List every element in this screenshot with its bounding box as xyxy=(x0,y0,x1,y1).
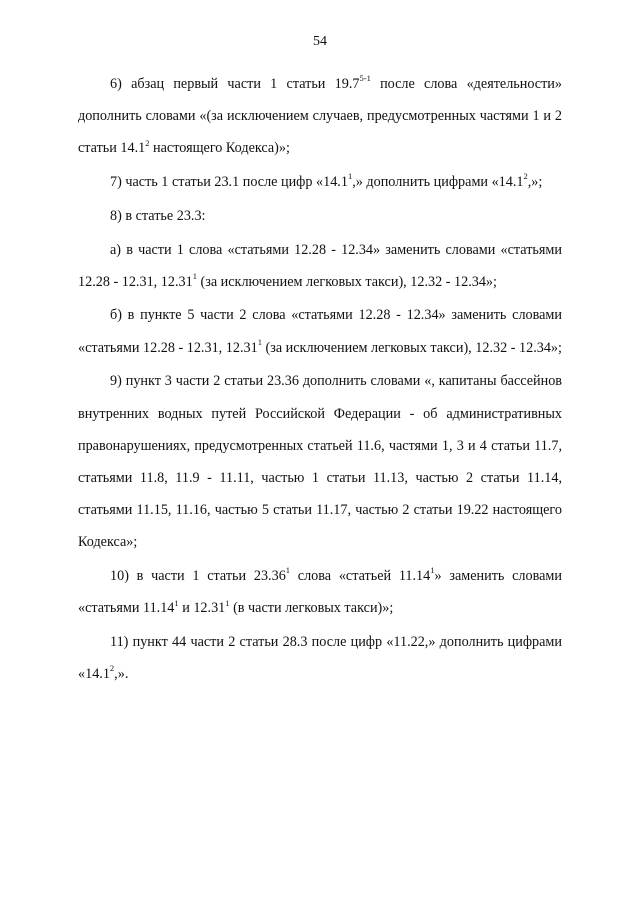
paragraph xyxy=(78,234,562,298)
paragraph xyxy=(78,299,562,363)
paragraph xyxy=(78,200,562,232)
superscript: 1 xyxy=(192,270,197,281)
paragraph xyxy=(78,626,562,690)
text-segment: 7) часть 1 статьи 23.1 после цифр «14.1 xyxy=(110,174,348,191)
text-segment: (за исключением легковых такси), 12.32 - 12.34»; xyxy=(196,273,497,290)
superscript: 2 xyxy=(145,137,150,148)
page-number: 54 xyxy=(313,34,327,49)
superscript: 1 xyxy=(225,597,230,608)
superscript: 1 xyxy=(285,565,291,576)
paragraph xyxy=(78,166,562,198)
superscript: 1 xyxy=(174,597,179,608)
text-segment: (в части легковых такси)»; xyxy=(229,600,394,617)
superscript: 1 xyxy=(257,336,262,347)
paragraph xyxy=(78,68,562,165)
paragraph xyxy=(78,365,562,558)
superscript: 5-1 xyxy=(359,73,371,84)
text-segment: » заменить словами «статьями 11.14 xyxy=(78,568,562,617)
text-segment: а) в части 1 слова «статьями 12.28 - 12.34» заменить словами «статьями 12.28 - 12.31, 12.31 xyxy=(78,241,562,290)
text-segment: 6) абзац первый части 1 статьи 19.7 xyxy=(110,76,360,92)
text-segment: ,» дополнить цифрами «14.1 xyxy=(352,174,524,191)
superscript: 1 xyxy=(347,171,353,182)
text-segment: настоящего Кодекса)»; xyxy=(149,140,290,157)
superscript: 2 xyxy=(109,663,115,674)
text-segment: ,»; xyxy=(527,174,543,191)
paragraph xyxy=(78,560,562,624)
text-segment: б) в пункте 5 части 2 слова «статьями 12.28 - 12.34» заменить словами «статьями 12.28 - 12.31, 12.31 xyxy=(78,307,562,356)
text-segment: после слова «деятельности» дополнить словами «(за исключением случаев, предусмотренных частями 1 и 2 статьи 14.1 xyxy=(78,76,562,157)
text-segment: слова «статьей 11.14 xyxy=(290,568,431,585)
superscript: 2 xyxy=(523,171,528,182)
text-segment: (за исключением легковых такси), 12.32 - 12.34»; xyxy=(261,339,562,356)
text-segment: 8) в статье 23.3: xyxy=(110,207,206,224)
superscript: 1 xyxy=(430,565,435,576)
text-segment: и 12.31 xyxy=(178,600,226,617)
text-segment: 11) пункт 44 части 2 статьи 28.3 после цифр «11.22,» дополнить цифрами «14.1 xyxy=(78,633,562,683)
text-segment: 10) в части 1 статьи 23.36 xyxy=(110,568,286,585)
document-body xyxy=(78,68,562,692)
text-segment: 9) пункт 3 части 2 статьи 23.36 дополнить словами «, капитаны бассейнов внутренних водных путей Российской Федерации - об административных правонарушениях, предусмотренных статьей 11.6, частями 1, 3 и 4 статьи 11.7, статьями 11.8, 11.9 - 11.11, частью 1 статьи 11.13, частью 2 статьи 11.14, статьями 11.15, 11.16, частью 5 статьи 11.17, частью 2 статьи 19.22 настоящего Кодекса»; xyxy=(78,373,562,551)
text-segment: ,». xyxy=(114,666,129,683)
